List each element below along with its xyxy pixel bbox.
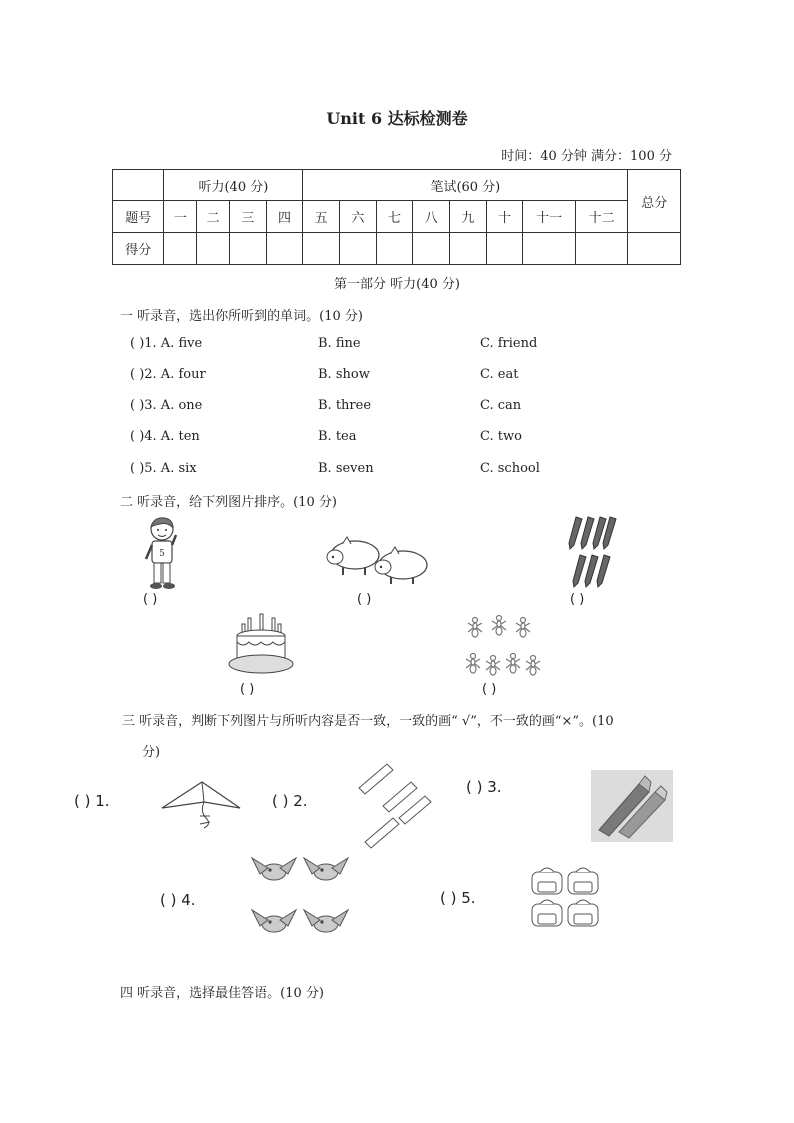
score-cell[interactable]: [197, 233, 230, 265]
ants-picture: [465, 614, 545, 680]
s1-item4-c: C. two: [480, 429, 522, 444]
s2-paren-3[interactable]: ( ): [570, 592, 585, 607]
crayons-picture: [591, 770, 673, 842]
question-number: 六: [340, 201, 377, 233]
s2-paren-2[interactable]: ( ): [357, 592, 372, 607]
s1-item3-c: C. can: [480, 398, 522, 413]
s1-item4-b: B. tea: [318, 429, 357, 444]
question-number: 八: [413, 201, 450, 233]
score-cell[interactable]: [303, 233, 340, 265]
s1-item5-c: C. school: [480, 461, 540, 476]
s3-item-3[interactable]: ( ) 3.: [466, 778, 502, 796]
score-cell[interactable]: [376, 233, 413, 265]
time-score-line: 时间：40 分钟 满分：100 分: [501, 149, 672, 164]
score-table-corner: [113, 170, 164, 201]
score-table: [112, 169, 681, 265]
s1-item1-c: C. friend: [480, 336, 538, 351]
total-header: 总分: [628, 170, 681, 233]
cake-picture: [226, 612, 296, 678]
score-cell[interactable]: [266, 233, 303, 265]
question-number: 十: [486, 201, 523, 233]
score-cell[interactable]: [575, 233, 627, 265]
page-title: Unit 6 达标检测卷: [326, 109, 468, 128]
pigs-picture: [325, 535, 430, 585]
question-number: 十一: [523, 201, 575, 233]
s3-item-5[interactable]: ( ) 5.: [440, 889, 476, 907]
row-score-label: 得分: [113, 233, 164, 265]
s3-item-2[interactable]: ( ) 2.: [272, 792, 308, 810]
part-one-title: 第一部分 听力(40 分): [334, 277, 460, 292]
s1-item2-a: ( )2. A. four: [130, 367, 206, 382]
score-cell[interactable]: [413, 233, 450, 265]
question-number: 九: [450, 201, 487, 233]
birds-picture: [248, 850, 352, 948]
score-cell[interactable]: [229, 233, 266, 265]
rulers-picture: [355, 760, 435, 860]
section1-heading: 一 听录音，选出你所听到的单词。(10 分): [120, 309, 363, 324]
question-number: 一: [164, 201, 197, 233]
svg-text:5: 5: [159, 549, 165, 559]
question-number: 四: [266, 201, 303, 233]
s1-item3-b: B. three: [318, 398, 372, 413]
question-number: 二: [197, 201, 230, 233]
question-number: 五: [303, 201, 340, 233]
s1-item1-b: B. fine: [318, 336, 361, 351]
score-cell[interactable]: [340, 233, 377, 265]
question-number: 七: [376, 201, 413, 233]
s2-paren-5[interactable]: ( ): [482, 682, 497, 697]
s1-item3-a: ( )3. A. one: [130, 398, 203, 413]
score-cell[interactable]: [164, 233, 197, 265]
pencils-picture: [566, 515, 618, 589]
question-number: 三: [229, 201, 266, 233]
s1-item4-a: ( )4. A. ten: [130, 429, 200, 444]
score-cell[interactable]: [523, 233, 575, 265]
question-number: 十二: [575, 201, 627, 233]
s1-item5-a: ( )5. A. six: [130, 461, 197, 476]
writing-header: 笔试(60 分): [303, 170, 628, 201]
s1-item2-c: C. eat: [480, 367, 519, 382]
kite-picture: [160, 780, 242, 830]
section3-heading-cont: 分): [142, 745, 161, 760]
section3-heading: 三 听录音，判断下列图片与所听内容是否一致，一致的画“ √”，不一致的画“×”。(10: [122, 714, 614, 729]
s3-item-4[interactable]: ( ) 4.: [160, 891, 196, 909]
section4-heading: 四 听录音，选择最佳答语。(10 分): [120, 986, 324, 1001]
s3-item-1[interactable]: ( ) 1.: [74, 792, 110, 810]
score-cell[interactable]: [628, 233, 681, 265]
backpacks-picture: [528, 864, 608, 930]
s1-item2-b: B. show: [318, 367, 370, 382]
boy-picture: [140, 515, 184, 591]
section2-heading: 二 听录音，给下列图片排序。(10 分): [120, 495, 337, 510]
s2-paren-1[interactable]: ( ): [143, 592, 158, 607]
s1-item1-a: ( )1. A. five: [130, 336, 203, 351]
listening-header: 听力(40 分): [164, 170, 303, 201]
score-cell[interactable]: [486, 233, 523, 265]
score-cell[interactable]: [450, 233, 487, 265]
s2-paren-4[interactable]: ( ): [240, 682, 255, 697]
row-number-label: 题号: [113, 201, 164, 233]
s1-item5-b: B. seven: [318, 461, 374, 476]
